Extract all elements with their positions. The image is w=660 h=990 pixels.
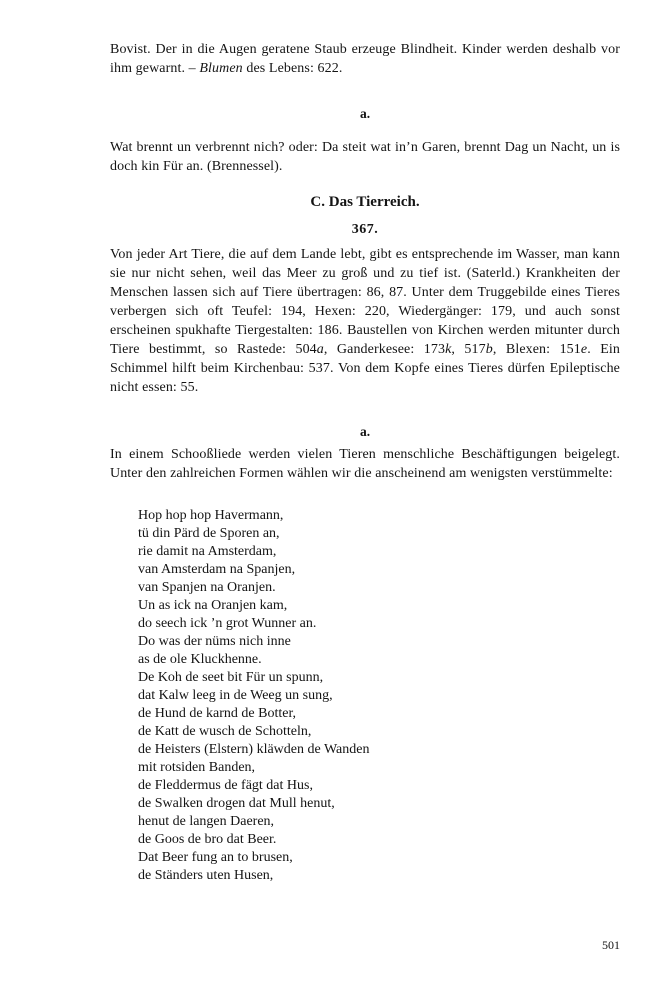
poem-line: de Goos de bro dat Beer. bbox=[138, 832, 277, 847]
italic-text-segment: a bbox=[316, 342, 324, 357]
italic-text-segment: Blumen bbox=[199, 61, 243, 76]
poem-line: de Ständers uten Husen, bbox=[138, 868, 274, 883]
poem-line: rie damit na Amsterdam, bbox=[138, 544, 277, 559]
poem-line: Do was der nüms nich inne bbox=[138, 634, 291, 649]
poem-line: de Swalken drogen dat Mull henut, bbox=[138, 796, 335, 811]
paragraph-lullaby-intro: In einem Schooßliede werden vielen Tieren menschliche Beschäftigungen beigelegt. Unter den zahlreichen Formen wählen wir die anscheinend am wenigsten verstümmelte: bbox=[110, 447, 620, 481]
text-segment: , Blexen: 151 bbox=[492, 342, 581, 357]
poem-line: dat Kalw leeg in de Weeg un sung, bbox=[138, 688, 333, 703]
poem-line: mit rotsiden Banden, bbox=[138, 760, 256, 775]
paragraph-entry-367 bbox=[110, 245, 620, 397]
italic-text-segment: e bbox=[580, 342, 588, 357]
poem-line: van Amsterdam na Spanjen, bbox=[138, 562, 296, 577]
poem-line: do seech ick ’n grot Wunner an. bbox=[138, 616, 317, 631]
entry-number-heading: 367. bbox=[351, 222, 379, 237]
poem-line: de Hund de karnd de Botter, bbox=[138, 706, 297, 721]
poem-line: henut de langen Daeren, bbox=[138, 814, 275, 829]
text-segment: des Lebens: 622. bbox=[242, 61, 343, 76]
poem-line: Un as ick na Oranjen kam, bbox=[138, 598, 288, 613]
chapter-heading: C. Das Tierreich. bbox=[310, 194, 420, 210]
poem-line: van Spanjen na Oranjen. bbox=[138, 580, 276, 595]
poem-line: Dat Beer fung an to brusen, bbox=[138, 850, 293, 865]
text-segment: . Ein Schimmel hilft beim Kirchenbau: 537. Von dem Kopfe eines Tieres dürfen Epileptische nicht essen: 55. bbox=[110, 342, 620, 395]
paragraph-bovist bbox=[110, 40, 620, 78]
poem-line: de Fleddermus de fägt dat Hus, bbox=[138, 778, 313, 793]
italic-text-segment: k bbox=[445, 342, 452, 357]
poem-line: Hop hop hop Havermann, bbox=[138, 508, 284, 523]
subheading-a-1: a. bbox=[359, 106, 371, 121]
page-number: 501 bbox=[602, 938, 620, 952]
text-segment: Von jeder Art Tiere, die auf dem Lande lebt, gibt es entsprechende im Wasser, man kann sie nur nicht sehen, weil das Meer zu groß und zu tief ist. (Saterld.) Krankheiten der Menschen lassen sich auf Tiere übertragen: 86, 87. Unter dem Truggebilde eines Tieres verbergen sich oft Teufel: 194, Hexen: 220, Wiedergänger: 179, und auch sonst erscheinen spukhafte Tiergestalten: 186. Baustellen von Kirchen werden mitunter durch Tiere bestimmt, so Rastede: 504 bbox=[110, 247, 620, 357]
poem-line: De Koh de seet bit Für un spunn, bbox=[138, 670, 324, 685]
text-segment: , Ganderkesee: 173 bbox=[323, 342, 446, 357]
poem-line: tü din Pärd de Sporen an, bbox=[138, 526, 280, 541]
poem-line: as de ole Kluckhenne. bbox=[138, 652, 262, 667]
poem-line: de Katt de wusch de Schotteln, bbox=[138, 724, 312, 739]
subheading-a-2: a. bbox=[359, 424, 371, 439]
paragraph-riddle: Wat brennt un verbrennt nich? oder: Da steit wat in’n Garen, brennt Dag un Nacht, un is doch kin Für an. (Brennessel). bbox=[110, 140, 620, 174]
text-segment: , 517 bbox=[451, 342, 486, 357]
italic-text-segment: b bbox=[485, 342, 493, 357]
poem-line: de Heisters (Elstern) kläwden de Wanden bbox=[138, 742, 370, 757]
poem-block bbox=[138, 507, 620, 885]
text-segment: Bovist. Der in die Augen geratene Staub erzeuge Blindheit. Kinder werden deshalb vor ihm gewarnt. – bbox=[110, 42, 620, 76]
